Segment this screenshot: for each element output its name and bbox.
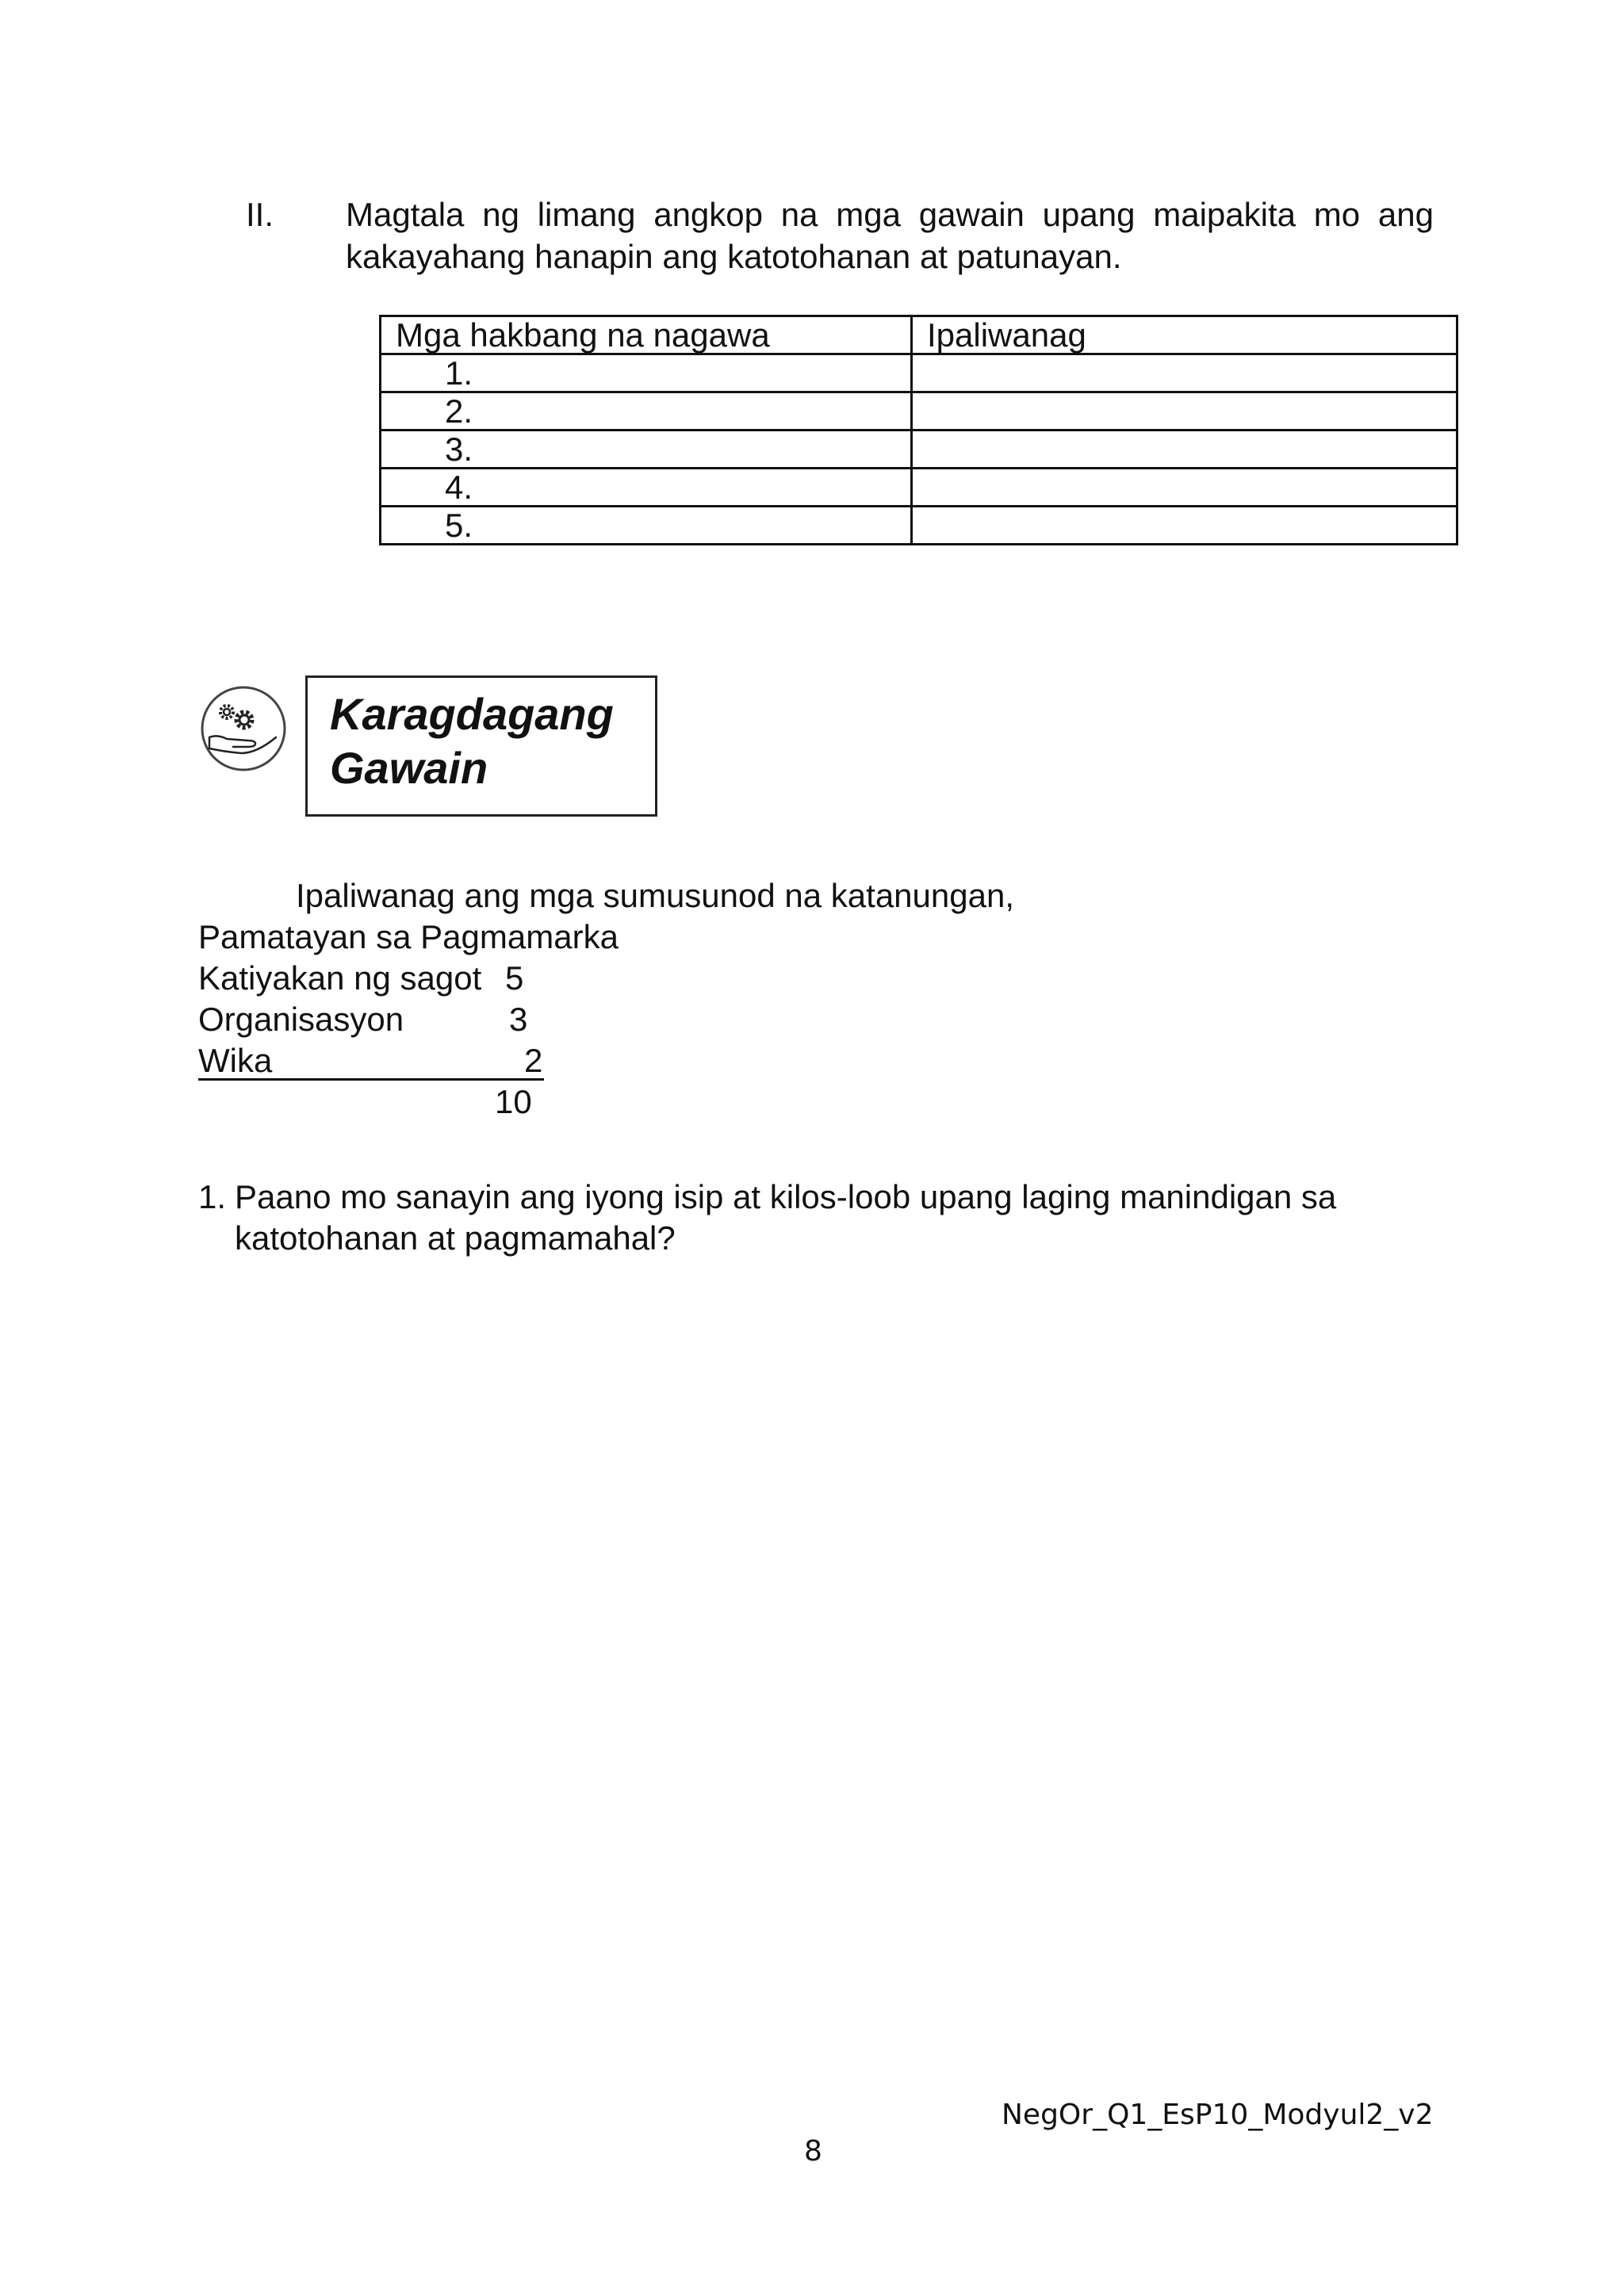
rubric-criterion-label: Wika (198, 1042, 273, 1079)
question-text-line-2: katotohanan at pagmamahal? (235, 1219, 676, 1257)
page-number: 8 (804, 2135, 822, 2168)
rubric-criterion-points: 5 (505, 959, 524, 997)
steps-table (379, 315, 1458, 545)
rubric-criterion-label: Katiyakan ng sagot (198, 959, 482, 997)
activity-heading-line-1: Karagdagang (330, 689, 614, 739)
section-number: II. (246, 196, 274, 233)
table-header-explain: Ipaliwanag (912, 316, 1457, 354)
table-row-number: 1. (381, 354, 912, 392)
table-row-number: 2. (381, 392, 912, 430)
table-row (381, 469, 1457, 507)
table-answer-cell[interactable] (912, 354, 1457, 392)
rubric-criterion-points: 2 (524, 1042, 543, 1079)
table-row (381, 392, 1457, 430)
table-answer-cell[interactable] (912, 392, 1457, 430)
table-row-number: 5. (381, 507, 912, 545)
table-answer-cell[interactable] (912, 507, 1457, 545)
rubric-title: Pamatayan sa Pagmamarka (198, 918, 619, 955)
gear-hand-icon (200, 685, 287, 772)
rubric-total-divider (198, 1078, 544, 1081)
rubric-criterion-points: 3 (509, 1001, 528, 1038)
rubric-total-points: 10 (495, 1083, 532, 1120)
table-row (381, 354, 1457, 392)
rubric-intro: Ipaliwanag ang mga sumusunod na katanungan, (296, 877, 1014, 914)
section-instruction-line-1: Magtala ng limang angkop na mga gawain upang maipakita mo ang (346, 196, 1434, 233)
table-header-steps: Mga hakbang na nagawa (381, 316, 912, 354)
table-row-number: 3. (381, 430, 912, 469)
section-instruction-line-2: kakayahang hanapin ang katotohanan at patunayan. (346, 238, 1122, 275)
table-row-number: 4. (381, 469, 912, 507)
table-row (381, 507, 1457, 545)
table-answer-cell[interactable] (912, 469, 1457, 507)
rubric-criterion-label: Organisasyon (198, 1001, 404, 1038)
activity-heading-line-2: Gawain (330, 743, 488, 793)
footer-module-code: NegOr_Q1_EsP10_Modyul2_v2 (1002, 2099, 1434, 2131)
table-row (381, 430, 1457, 469)
activity-heading-box (305, 675, 657, 817)
question-number: 1. (198, 1178, 227, 1215)
activity-heading (330, 687, 614, 795)
table-answer-cell[interactable] (912, 430, 1457, 469)
question-text-line-1: Paano mo sanayin ang iyong isip at kilos-loob upang laging manindigan sa (235, 1178, 1337, 1215)
table-header-row (381, 316, 1457, 354)
